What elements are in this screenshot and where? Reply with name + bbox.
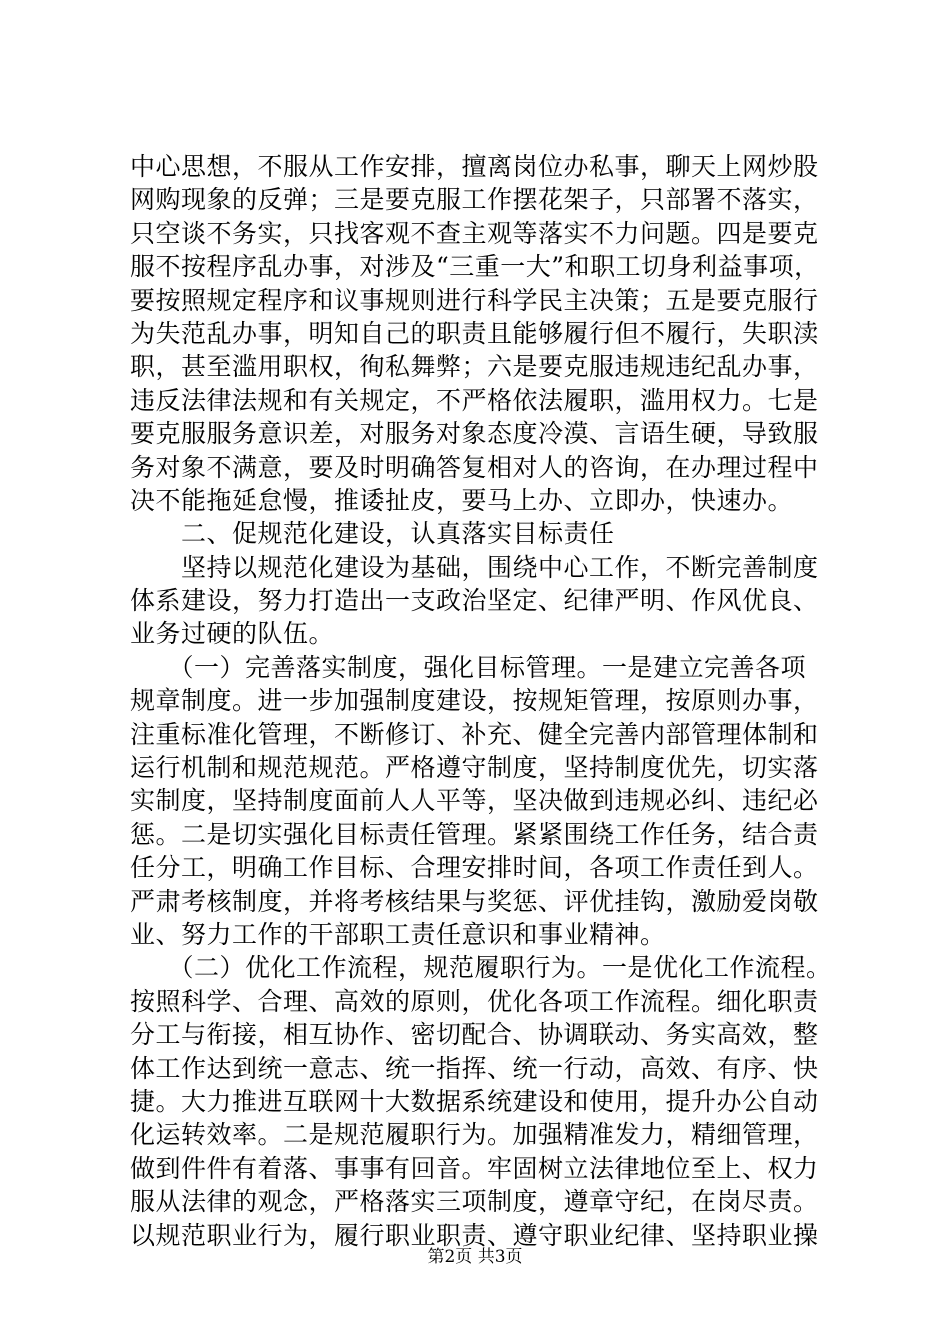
text-line: 网购现象的反弹；三是要克服工作摆花架子，只部署不落实，	[130, 185, 819, 215]
text-line: 任分工，明确工作目标、合理安排时间，各项工作责任到人。	[130, 853, 819, 883]
text-line: 惩。二是切实强化目标责任管理。紧紧围绕工作任务，结合责	[130, 819, 819, 849]
page-number-footer: 第2页 共3页	[427, 1247, 523, 1267]
text-line: 中心思想，不服从工作安排，擅离岗位办私事，聊天上网炒股	[130, 152, 819, 181]
text-line: 决不能拖延怠慢，推诿扯皮，要马上办、立即办，快速办。	[130, 485, 794, 515]
subsection-line: （一）完善落实制度，强化目标管理。一是建立完善各项	[130, 652, 807, 682]
text-line: 服不按程序乱办事，对涉及“三重一大”和职工切身利益事项，	[130, 252, 820, 282]
subsection-line: （二）优化工作流程，规范履职行为。一是优化工作流程。	[130, 953, 832, 983]
text-line: 按照科学、合理、高效的原则，优化各项工作流程。细化职责	[130, 986, 819, 1016]
text-line: 做到件件有着落、事事有回音。牢固树立法律地位至上、权力	[130, 1153, 819, 1183]
text-line: 要按照规定程序和议事规则进行科学民主决策；五是要克服行	[130, 285, 819, 315]
text-line: 业、努力工作的干部职工责任意识和事业精神。	[130, 919, 666, 949]
text-line: 只空谈不务实，只找客观不查主观等落实不力问题。四是要克	[130, 218, 819, 248]
text-line: 严肃考核制度，并将考核结果与奖惩、评优挂钩，激励爱岗敬	[130, 886, 819, 916]
text-line: 违反法律法规和有关规定，不严格依法履职，滥用权力。七是	[130, 385, 819, 415]
text-line: 分工与衔接，相互协作、密切配合、协调联动、务实高效，整	[130, 1020, 819, 1050]
text-line: 捷。大力推进互联网十大数据系统建设和使用，提升办公自动	[130, 1086, 819, 1116]
text-line: 运行机制和规范规范。严格遵守制度，坚持制度优先，切实落	[130, 753, 819, 783]
text-line: 业务过硬的队伍。	[130, 619, 335, 649]
body-text	[130, 150, 830, 1252]
text-line: 职，甚至滥用职权，徇私舞弊；六是要克服违规违纪乱办事，	[130, 352, 819, 382]
text-line: 服从法律的观念，严格落实三项制度，遵章守纪，在岗尽责。	[130, 1187, 819, 1217]
text-line: 体工作达到统一意志、统一指挥、统一行动，高效、有序、快	[130, 1053, 819, 1083]
text-line: 为失范乱办事，明知自己的职责且能够履行但不履行，失职渎	[130, 318, 819, 348]
text-line: 以规范职业行为，履行职业职责、遵守职业纪律、坚持职业操	[130, 1220, 819, 1250]
text-line: 化运转效率。二是规范履职行为。加强精准发力，精细管理，	[130, 1120, 819, 1150]
text-line: 要克服服务意识差，对服务对象态度冷漠、言语生硬，导致服	[130, 419, 819, 449]
text-line: 实制度，坚持制度面前人人平等，坚决做到违规必纠、违纪必	[130, 786, 819, 816]
text-line: 坚持以规范化建设为基础，围绕中心工作，不断完善制度	[130, 552, 819, 582]
text-line: 务对象不满意，要及时明确答复相对人的咨询，在办理过程中	[130, 452, 819, 482]
text-line: 规章制度。进一步加强制度建设，按规矩管理，按原则办事，	[130, 686, 819, 716]
text-line: 注重标准化管理，不断修订、补充、健全完善内部管理体制和	[130, 719, 819, 749]
text-line: 体系建设，努力打造出一支政治坚定、纪律严明、作风优良、	[130, 586, 819, 616]
section-heading: 二、促规范化建设，认真落实目标责任	[130, 519, 615, 549]
